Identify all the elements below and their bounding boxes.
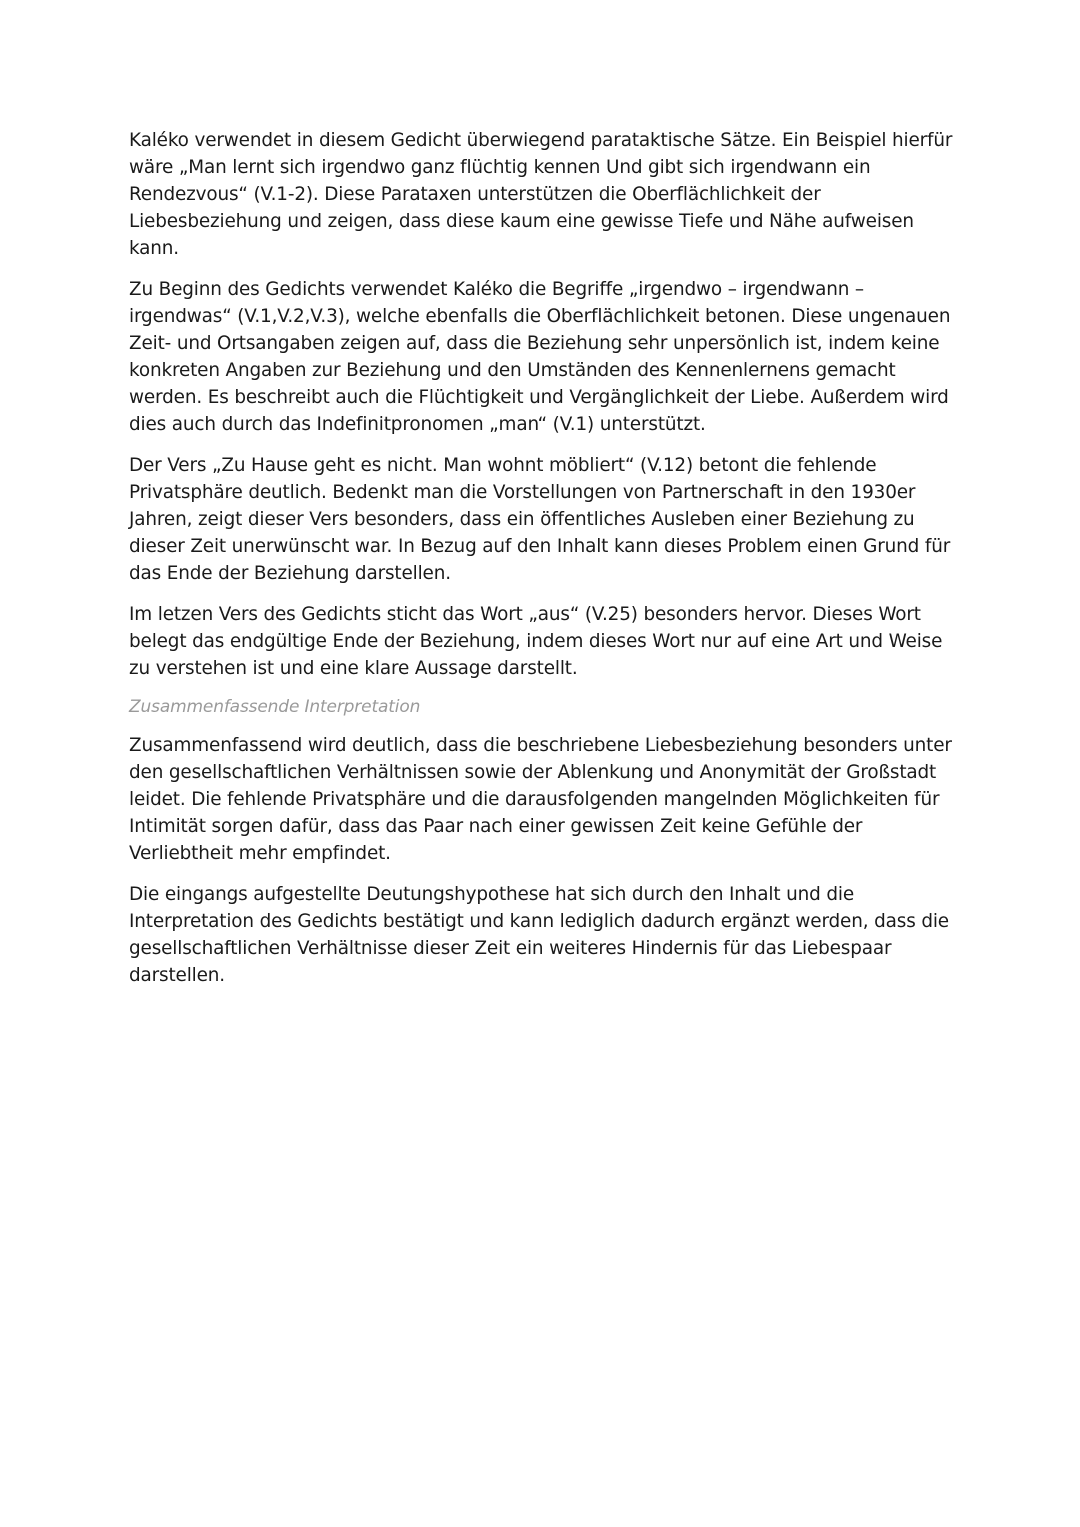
paragraph-hypothesis: Die eingangs aufgestellte Deutungshypothese hat sich durch den Inhalt und die Interpretation des Gedichts bestätigt und kann lediglich dadurch ergänzt werden, dass die gesellschaftlichen Verhältnisse dieser Zeit ein weiteres Hindernis für das Liebespaar darstellen. <box>129 884 949 986</box>
paragraph-privacy: Der Vers „Zu Hause geht es nicht. Man wohnt möbliert“ (V.12) betont die fehlende Privatsphäre deutlich. Bedenkt man die Vorstellungen von Partnerschaft in den 1930er Jahren, zeigt dieser Vers besonders, dass ein öffentliches Ausleben einer Beziehung zu dieser Zeit unerwünscht war. In Bezug auf den Inhalt kann dieses Problem einen Grund für das Ende der Beziehung darstellen. <box>129 455 951 584</box>
paragraph-last-verse: Im letzen Vers des Gedichts sticht das Wort „aus“ (V.25) besonders hervor. Dieses Wort belegt das endgültige Ende der Beziehung, indem dieses Wort nur auf eine Art und Weise zu verstehen ist und eine klare Aussage darstellt. <box>129 604 943 679</box>
paragraph-indefinite-terms: Zu Beginn des Gedichts verwendet Kaléko die Begriffe „irgendwo – irgendwann – irgendwas“ (V.1,V.2,V.3), welche ebenfalls die Oberflächlichkeit betonen. Diese ungenauen Zeit- und Ortsangaben zeigen auf, dass die Beziehung sehr unpersönlich ist, indem keine konkreten Angaben zur Beziehung und den Umständen des Kennenlernens gemacht werden. Es beschreibt auch die Flüchtigkeit und Vergänglichkeit der Liebe. Außerdem wird dies auch durch das Indefinitpronomen „man“ (V.1) unterstützt. <box>129 279 951 435</box>
document-body <box>129 127 959 1003</box>
paragraph-parataxis: Kaléko verwendet in diesem Gedicht überwiegend parataktische Sätze. Ein Beispiel hierfür wäre „Man lernt sich irgendwo ganz flüchtig kennen Und gibt sich irgendwann ein Rendezvous“ (V.1-2). Diese Parataxen unterstützen die Oberflächlichkeit der Liebesbeziehung und zeigen, dass diese kaum eine gewisse Tiefe und Nähe aufweisen kann. <box>129 130 953 259</box>
paragraph-summary: Zusammenfassend wird deutlich, dass die beschriebene Liebesbeziehung besonders unter den gesellschaftlichen Verhältnissen sowie der Ablenkung und Anonymität der Großstadt leidet. Die fehlende Privatsphäre und die darausfolgenden mangelnden Möglichkeiten für Intimität sorgen dafür, dass das Paar nach einer gewissen Zeit keine Gefühle der Verliebtheit mehr empfindet. <box>129 735 952 864</box>
section-heading: Zusammenfassende Interpretation <box>129 697 421 717</box>
